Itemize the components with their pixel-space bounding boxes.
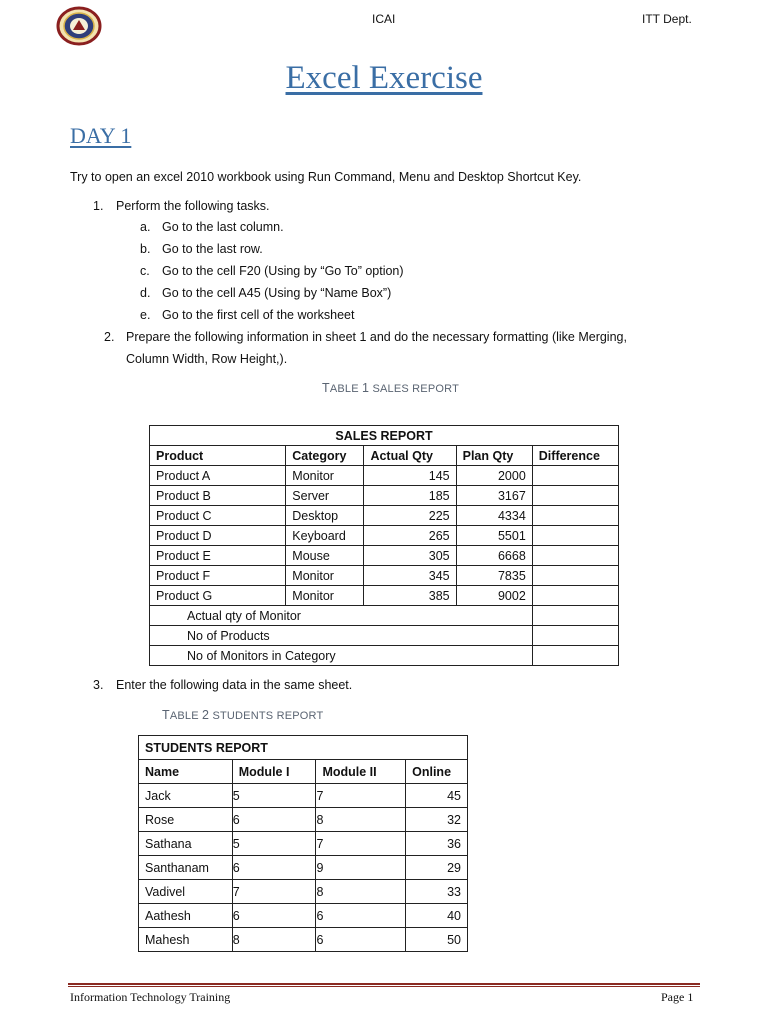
table1-caption xyxy=(322,381,459,395)
task2-number: 2. xyxy=(104,330,115,344)
table-row xyxy=(150,506,619,526)
table2-caption xyxy=(162,708,323,722)
module1-cell: 7 xyxy=(232,880,316,904)
col-header: Plan Qty xyxy=(456,446,532,466)
table-row xyxy=(150,546,619,566)
task1-text: Perform the following tasks. xyxy=(116,199,270,213)
summary-value-cell xyxy=(532,646,618,666)
col-header: Product xyxy=(150,446,286,466)
table-row xyxy=(150,526,619,546)
name-cell: Sathana xyxy=(139,832,233,856)
module2-cell: 6 xyxy=(316,928,406,952)
actual-qty-cell: 345 xyxy=(364,566,456,586)
actual-qty-cell: 305 xyxy=(364,546,456,566)
col-header: Category xyxy=(286,446,364,466)
students-title: STUDENTS REPORT xyxy=(139,736,468,760)
plan-qty-cell: 6668 xyxy=(456,546,532,566)
module1-cell: 6 xyxy=(232,808,316,832)
summary-value-cell xyxy=(532,626,618,646)
caption-word: ABLE xyxy=(169,710,203,722)
online-cell: 40 xyxy=(406,904,468,928)
task1-item-text: Go to the first cell of the worksheet xyxy=(162,308,355,322)
module2-cell: 8 xyxy=(316,808,406,832)
col-header: Module I xyxy=(232,760,316,784)
difference-cell xyxy=(532,546,618,566)
actual-qty-cell: 265 xyxy=(364,526,456,546)
table-row xyxy=(139,832,468,856)
task1-item-letter: b. xyxy=(140,242,151,256)
module2-cell: 7 xyxy=(316,784,406,808)
summary-label: Actual qty of Monitor xyxy=(150,606,533,626)
plan-qty-cell: 2000 xyxy=(456,466,532,486)
table-row xyxy=(150,566,619,586)
caption-initial: T xyxy=(322,381,330,395)
icai-logo xyxy=(56,6,102,46)
plan-qty-cell: 7835 xyxy=(456,566,532,586)
product-cell: Product G xyxy=(150,586,286,606)
caption-number: 1 xyxy=(362,381,370,395)
category-cell: Keyboard xyxy=(286,526,364,546)
task1-item-letter: d. xyxy=(140,286,151,300)
col-header: Name xyxy=(139,760,233,784)
table-row xyxy=(150,486,619,506)
table-row xyxy=(139,928,468,952)
name-cell: Rose xyxy=(139,808,233,832)
difference-cell xyxy=(532,566,618,586)
difference-cell xyxy=(532,586,618,606)
product-cell: Product F xyxy=(150,566,286,586)
caption-initial: T xyxy=(162,708,170,722)
day-heading: DAY 1 xyxy=(70,123,132,148)
task1-item-letter: e. xyxy=(140,308,151,322)
module1-cell: 5 xyxy=(232,832,316,856)
product-cell: Product D xyxy=(150,526,286,546)
category-cell: Mouse xyxy=(286,546,364,566)
online-cell: 50 xyxy=(406,928,468,952)
header-dept: ITT Dept. xyxy=(642,12,692,26)
name-cell: Jack xyxy=(139,784,233,808)
module2-cell: 8 xyxy=(316,880,406,904)
module2-cell: 6 xyxy=(316,904,406,928)
sales-report-table xyxy=(149,425,619,666)
name-cell: Santhanam xyxy=(139,856,233,880)
page-number: Page 1 xyxy=(661,990,694,1004)
task3-number: 3. xyxy=(93,678,104,692)
task2-line2: Column Width, Row Height,). xyxy=(126,352,288,366)
task3-text: Enter the following data in the same sheet. xyxy=(116,678,353,692)
plan-qty-cell: 5501 xyxy=(456,526,532,546)
col-header: Module II xyxy=(316,760,406,784)
category-cell: Monitor xyxy=(286,466,364,486)
actual-qty-cell: 145 xyxy=(364,466,456,486)
product-cell: Product A xyxy=(150,466,286,486)
online-cell: 33 xyxy=(406,880,468,904)
module1-cell: 6 xyxy=(232,904,316,928)
summary-row xyxy=(150,646,619,666)
difference-cell xyxy=(532,526,618,546)
col-header: Difference xyxy=(532,446,618,466)
category-cell: Server xyxy=(286,486,364,506)
page-title: Excel Exercise xyxy=(285,60,483,96)
module1-cell: 8 xyxy=(232,928,316,952)
name-cell: Aathesh xyxy=(139,904,233,928)
module2-cell: 7 xyxy=(316,832,406,856)
task1-number: 1. xyxy=(93,199,104,213)
online-cell: 29 xyxy=(406,856,468,880)
caption-label: SALES REPORT xyxy=(369,383,460,395)
name-cell: Mahesh xyxy=(139,928,233,952)
online-cell: 36 xyxy=(406,832,468,856)
caption-word: ABLE xyxy=(329,383,363,395)
module1-cell: 6 xyxy=(232,856,316,880)
caption-number: 2 xyxy=(202,708,210,722)
online-cell: 45 xyxy=(406,784,468,808)
task1-item-text: Go to the last row. xyxy=(162,242,263,256)
table-row xyxy=(150,466,619,486)
table-row xyxy=(139,856,468,880)
table-row xyxy=(150,586,619,606)
summary-label: No of Products xyxy=(150,626,533,646)
difference-cell xyxy=(532,466,618,486)
students-report-table xyxy=(138,735,468,952)
actual-qty-cell: 185 xyxy=(364,486,456,506)
module2-cell: 9 xyxy=(316,856,406,880)
difference-cell xyxy=(532,486,618,506)
product-cell: Product B xyxy=(150,486,286,506)
actual-qty-cell: 385 xyxy=(364,586,456,606)
task1-item-letter: a. xyxy=(140,220,151,234)
task1-item-text: Go to the last column. xyxy=(162,220,284,234)
difference-cell xyxy=(532,506,618,526)
plan-qty-cell: 9002 xyxy=(456,586,532,606)
table-row xyxy=(139,880,468,904)
table-row xyxy=(139,904,468,928)
module1-cell: 5 xyxy=(232,784,316,808)
product-cell: Product C xyxy=(150,506,286,526)
sales-title: SALES REPORT xyxy=(150,426,619,446)
summary-value-cell xyxy=(532,606,618,626)
intro-text: Try to open an excel 2010 workbook using Run Command, Menu and Desktop Shortcut Key. xyxy=(70,170,582,184)
category-cell: Monitor xyxy=(286,566,364,586)
summary-row xyxy=(150,606,619,626)
task2-line1: Prepare the following information in sheet 1 and do the necessary formatting (like Merging, xyxy=(126,330,627,344)
actual-qty-cell: 225 xyxy=(364,506,456,526)
footer-divider-thin xyxy=(68,986,700,987)
caption-label: STUDENTS REPORT xyxy=(209,710,324,722)
table-row xyxy=(139,784,468,808)
footer-left-text: Information Technology Training xyxy=(70,990,231,1004)
task1-item-text: Go to the cell F20 (Using by “Go To” option) xyxy=(162,264,404,278)
col-header: Online xyxy=(406,760,468,784)
header-org: ICAI xyxy=(372,12,396,26)
category-cell: Desktop xyxy=(286,506,364,526)
plan-qty-cell: 4334 xyxy=(456,506,532,526)
table-row xyxy=(139,808,468,832)
online-cell: 32 xyxy=(406,808,468,832)
col-header: Actual Qty xyxy=(364,446,456,466)
footer-divider xyxy=(68,983,700,985)
summary-row xyxy=(150,626,619,646)
category-cell: Monitor xyxy=(286,586,364,606)
task1-item-letter: c. xyxy=(140,264,150,278)
product-cell: Product E xyxy=(150,546,286,566)
plan-qty-cell: 3167 xyxy=(456,486,532,506)
summary-label: No of Monitors in Category xyxy=(150,646,533,666)
task1-item-text: Go to the cell A45 (Using by “Name Box”) xyxy=(162,286,392,300)
name-cell: Vadivel xyxy=(139,880,233,904)
